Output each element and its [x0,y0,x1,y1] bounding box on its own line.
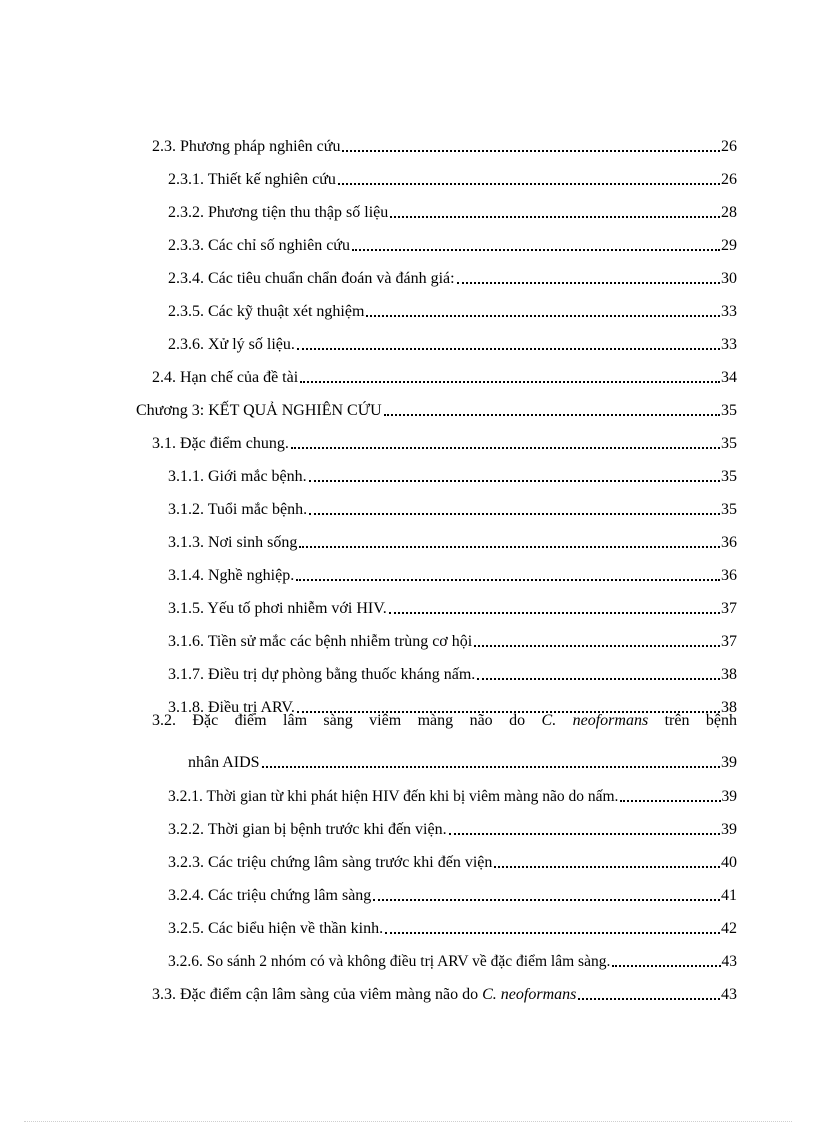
toc-entry-3-1-6[interactable]: 3.1.6. Tiền sử mắc các bệnh nhiễm trùng cơ hội 37 [168,632,737,650]
toc-entry-3-1-3[interactable]: 3.1.3. Nơi sinh sống 36 [168,533,737,551]
toc-entry-3-1-7[interactable]: 3.1.7. Điều trị dự phòng bằng thuốc kháng nấm. 38 [168,665,737,683]
toc-entry-3-1-2[interactable]: 3.1.2. Tuổi mắc bệnh. 35 [168,500,737,518]
toc-entry-3-2-5[interactable]: 3.2.5. Các biểu hiện về thần kinh. 42 [168,919,737,937]
page-bottom-border [24,1121,792,1122]
toc-entry-3-2-6[interactable]: 3.2.6. So sánh 2 nhóm có và không điều trị ARV về đặc điểm lâm sàng. 43 [168,953,737,971]
toc-entry-2-3-5[interactable]: 2.3.5. Các kỹ thuật xét nghiệm 33 [168,302,737,320]
toc-entry-3-1-1[interactable]: 3.1.1. Giới mắc bệnh. 35 [168,467,737,485]
toc-entry-3-1-4[interactable]: 3.1.4. Nghề nghiệp. 36 [168,566,737,584]
toc-entry-2-3[interactable]: 2.3. Phương pháp nghiên cứu 26 [152,137,737,155]
toc-entry-3-1-8[interactable]: 3.1.8. Điều trị ARV. 38 [168,698,737,716]
toc-entry-2-3-2[interactable]: 2.3.2. Phương tiện thu thập số liệu 28 [168,203,737,221]
toc-entry-3-1[interactable]: 3.1. Đặc điểm chung. 35 [152,434,737,452]
toc-entry-3-2-4[interactable]: 3.2.4. Các triệu chứng lâm sàng 41 [168,886,737,904]
toc-entry-3-1-5[interactable]: 3.1.5. Yếu tố phơi nhiễm với HIV. 37 [168,599,737,617]
toc-entry-3-2-3[interactable]: 3.2.3. Các triệu chứng lâm sàng trước khi đến viện 40 [168,853,737,871]
toc-entry-chapter-3[interactable]: Chương 3: KẾT QUẢ NGHIÊN CỨU 35 [136,401,737,419]
toc-entry-2-3-3[interactable]: 2.3.3. Các chỉ số nghiên cứu 29 [168,236,737,254]
toc-entry-3-2-2[interactable]: 3.2.2. Thời gian bị bệnh trước khi đến viện. 39 [168,820,737,838]
toc-entry-2-3-4[interactable]: 2.3.4. Các tiêu chuẩn chẩn đoán và đánh giá: 30 [168,269,737,287]
toc-entry-2-3-1[interactable]: 2.3.1. Thiết kế nghiên cứu 26 [168,170,737,188]
toc-entry-2-3-6[interactable]: 2.3.6. Xử lý số liệu. 33 [168,335,737,353]
toc-entry-3-2-line1[interactable]: 3.2. Đặc điểm lâm sàng viêm màng não do C. neoformans trên bệnh [152,712,737,729]
toc-entry-3-2[interactable]: nhân AIDS 39 [188,753,737,771]
toc-entry-2-4[interactable]: 2.4. Hạn chế của đề tài 34 [152,368,737,386]
toc-entry-3-3[interactable]: 3.3. Đặc điểm cận lâm sàng của viêm màng não do C. neoformans 43 [152,985,737,1003]
toc-entry-3-2-1[interactable]: 3.2.1. Thời gian từ khi phát hiện HIV đến khi bị viêm màng não do nấm. 39 [168,788,737,806]
